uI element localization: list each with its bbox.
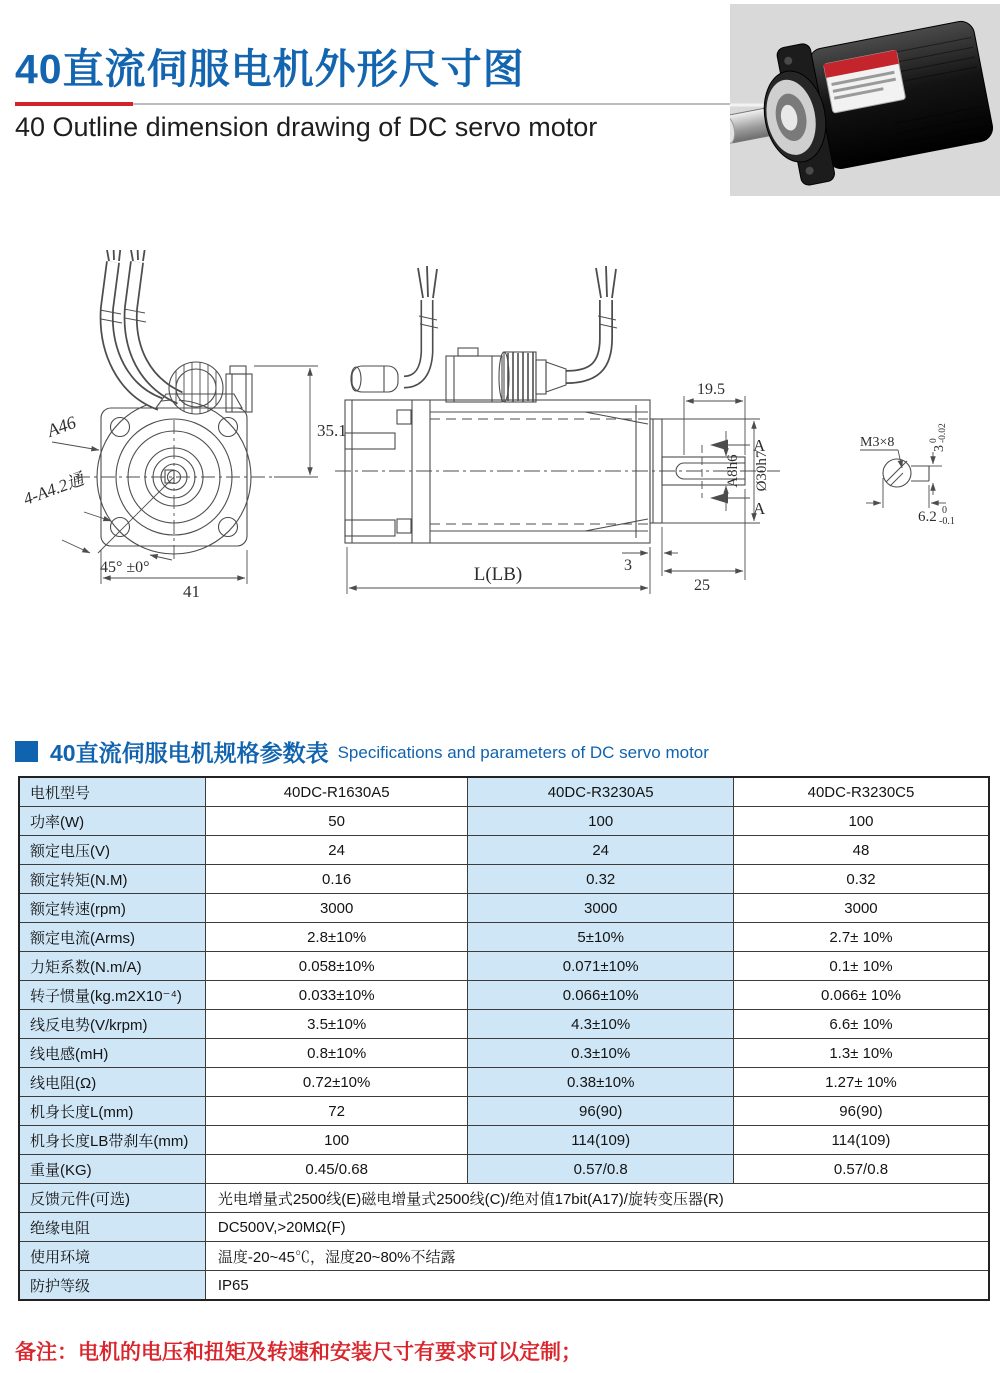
- spec-value-cell: 48: [733, 836, 989, 865]
- spec-model-cell: 40DC-R1630A5: [205, 777, 468, 807]
- dim-hole-angle: 45° ±0°: [100, 559, 150, 576]
- spec-table-row: [19, 981, 989, 1010]
- spec-value-cell: 0.16: [205, 865, 468, 894]
- spec-value-cell: 0.32: [468, 865, 734, 894]
- spec-value-cell: 96(90): [733, 1097, 989, 1126]
- spec-row-label: 机身长度L(mm): [19, 1097, 205, 1126]
- shaft-section-view: [860, 423, 955, 527]
- spec-table-row: [19, 894, 989, 923]
- dim-mount-holes: 4-A4.2通: [20, 469, 87, 509]
- mount-hole: [219, 418, 238, 437]
- spec-value-cell: 0.066± 10%: [733, 981, 989, 1010]
- spec-value-cell: 0.72±10%: [205, 1068, 468, 1097]
- mount-hole: [111, 518, 130, 537]
- spec-value-cell: 0.1± 10%: [733, 952, 989, 981]
- spec-table-row: [19, 952, 989, 981]
- spec-value-cell: 1.27± 10%: [733, 1068, 989, 1097]
- spec-value-cell: 100: [733, 807, 989, 836]
- spec-table-row: [19, 1184, 989, 1213]
- dim-key-depth-tol-lower: -0.1: [939, 516, 955, 527]
- spec-value-cell: 1.3± 10%: [733, 1039, 989, 1068]
- spec-row-label: 转子惯量(kg.m2X10⁻⁴): [19, 981, 205, 1010]
- spec-value-cell: 100: [205, 1126, 468, 1155]
- spec-row-label: 使用环境: [19, 1242, 205, 1271]
- spec-value-cell: 0.071±10%: [468, 952, 734, 981]
- spec-table-row: [19, 1126, 989, 1155]
- spec-table-row: [19, 836, 989, 865]
- spec-row-label: 额定电压(V): [19, 836, 205, 865]
- spec-row-label: 力矩系数(N.m/A): [19, 952, 205, 981]
- spec-row-label: 反馈元件(可选): [19, 1184, 205, 1213]
- spec-table-row: [19, 1039, 989, 1068]
- spec-value-cell: 24: [468, 836, 734, 865]
- spec-row-label: 功率(W): [19, 807, 205, 836]
- dim-key-width: 3: [932, 445, 947, 452]
- spec-fullwidth-value: DC500V,>20MΩ(F): [205, 1213, 989, 1242]
- spec-row-label: 线反电势(V/krpm): [19, 1010, 205, 1039]
- spec-value-cell: 96(90): [468, 1097, 734, 1126]
- spec-fullwidth-value: 光电增量式2500线(E)磁电增量式2500线(C)/绝对值17bit(A17)/旋转变压器(R): [205, 1184, 989, 1213]
- dim-shaft-diameter: A8h6: [725, 454, 741, 488]
- front-connector: [226, 374, 252, 412]
- dim-key-width-tol-lower: -0.02: [938, 423, 948, 443]
- section-mark-bottom: A: [753, 499, 766, 518]
- spec-table: [18, 776, 990, 1301]
- spec-row-label: 线电阻(Ω): [19, 1068, 205, 1097]
- dim-body-length: L(LB): [473, 564, 523, 585]
- dim-flange-size: A46: [44, 412, 79, 441]
- mount-hole: [111, 418, 130, 437]
- spec-value-cell: 0.45/0.68: [205, 1155, 468, 1184]
- spec-value-cell: 2.7± 10%: [733, 923, 989, 952]
- spec-value-cell: 114(109): [733, 1126, 989, 1155]
- spec-value-cell: 5±10%: [468, 923, 734, 952]
- spec-row-label: 绝缘电阻: [19, 1213, 205, 1242]
- spec-value-cell: 6.6± 10%: [733, 1010, 989, 1039]
- spec-table-row: [19, 923, 989, 952]
- spec-table-body: [19, 777, 989, 1300]
- spec-table-row: [19, 1271, 989, 1301]
- dim-boss-diameter: Ø30h7: [754, 450, 770, 492]
- accent-rule-gray: [133, 103, 770, 105]
- spec-row-label: 额定转矩(N.M): [19, 865, 205, 894]
- remark-note: 备注：电机的电压和扭矩及转速和安装尺寸有要求可以定制；: [15, 1341, 582, 1364]
- spec-value-cell: 114(109): [468, 1126, 734, 1155]
- accent-rule-red: [15, 102, 133, 106]
- dim-key-width-tol-upper: 0: [929, 438, 939, 443]
- spec-row-label: 防护等级: [19, 1271, 205, 1301]
- spec-table-row: [19, 1068, 989, 1097]
- spec-model-cell: 40DC-R3230A5: [468, 777, 734, 807]
- spec-value-cell: 0.32: [733, 865, 989, 894]
- spec-table-row: [19, 1097, 989, 1126]
- spec-value-cell: 24: [205, 836, 468, 865]
- dim-key-length: 19.5: [697, 381, 725, 398]
- spec-model-cell: 40DC-R3230C5: [733, 777, 989, 807]
- motor-product-photo: [730, 4, 1000, 196]
- spec-row-label: 额定电流(Arms): [19, 923, 205, 952]
- spec-table-row: [19, 1213, 989, 1242]
- spec-row-label: 电机型号: [19, 777, 205, 807]
- dim-boss-step: 3: [624, 557, 632, 574]
- spec-title-cn: 40直流伺服电机规格参数表: [50, 740, 329, 766]
- dim-key-depth: 6.2: [918, 509, 937, 525]
- spec-value-cell: 4.3±10%: [468, 1010, 734, 1039]
- spec-value-cell: 2.8±10%: [205, 923, 468, 952]
- outline-dimension-drawing: [0, 250, 1000, 610]
- spec-table-row: [19, 1155, 989, 1184]
- cable-gland: [169, 362, 223, 414]
- mount-hole: [219, 518, 238, 537]
- spec-title-en: Specifications and parameters of DC servo motor: [337, 743, 709, 762]
- dim-flange-width: 41: [183, 582, 200, 601]
- spec-value-cell: 0.033±10%: [205, 981, 468, 1010]
- section-mark-top: A: [753, 436, 766, 455]
- spec-value-cell: 100: [468, 807, 734, 836]
- spec-row-label: 线电感(mH): [19, 1039, 205, 1068]
- spec-table-row: [19, 807, 989, 836]
- side-view-drawing: [335, 266, 780, 594]
- front-cable-assembly: [100, 250, 252, 414]
- spec-value-cell: 0.3±10%: [468, 1039, 734, 1068]
- spec-value-cell: 3.5±10%: [205, 1010, 468, 1039]
- spec-value-cell: 0.8±10%: [205, 1039, 468, 1068]
- spec-value-cell: 3000: [468, 894, 734, 923]
- spec-section-header: [15, 735, 709, 768]
- spec-value-cell: 72: [205, 1097, 468, 1126]
- dim-key-depth-tol-upper: 0: [942, 505, 947, 516]
- spec-value-cell: 0.066±10%: [468, 981, 734, 1010]
- spec-value-cell: 0.57/0.8: [733, 1155, 989, 1184]
- spec-value-cell: 0.058±10%: [205, 952, 468, 981]
- spec-value-cell: 0.38±10%: [468, 1068, 734, 1097]
- spec-table-row: [19, 865, 989, 894]
- spec-table-row: [19, 1242, 989, 1271]
- spec-fullwidth-value: 温度-20~45℃，湿度20~80%不结露: [205, 1242, 989, 1271]
- spec-table-row: [19, 777, 989, 807]
- side-cable-assembly: [351, 266, 617, 402]
- front-view-drawing: [21, 250, 347, 601]
- spec-value-cell: 0.57/0.8: [468, 1155, 734, 1184]
- spec-row-label: 机身长度LB带刹车(mm): [19, 1126, 205, 1155]
- blue-square-bullet-icon: [15, 741, 38, 762]
- dim-connector-height: 35.1: [317, 421, 347, 440]
- dim-shaft-length: 25: [694, 577, 710, 594]
- spec-value-cell: 50: [205, 807, 468, 836]
- spec-table-row: [19, 1010, 989, 1039]
- spec-fullwidth-value: IP65: [205, 1271, 989, 1301]
- spec-row-label: 额定转速(rpm): [19, 894, 205, 923]
- page-title-en: 40 Outline dimension drawing of DC servo motor: [15, 112, 598, 142]
- spec-row-label: 重量(KG): [19, 1155, 205, 1184]
- spec-value-cell: 3000: [733, 894, 989, 923]
- spec-value-cell: 3000: [205, 894, 468, 923]
- page-title-cn: 40直流伺服电机外形尺寸图: [15, 46, 525, 92]
- dim-screw-spec: M3×8: [860, 435, 895, 450]
